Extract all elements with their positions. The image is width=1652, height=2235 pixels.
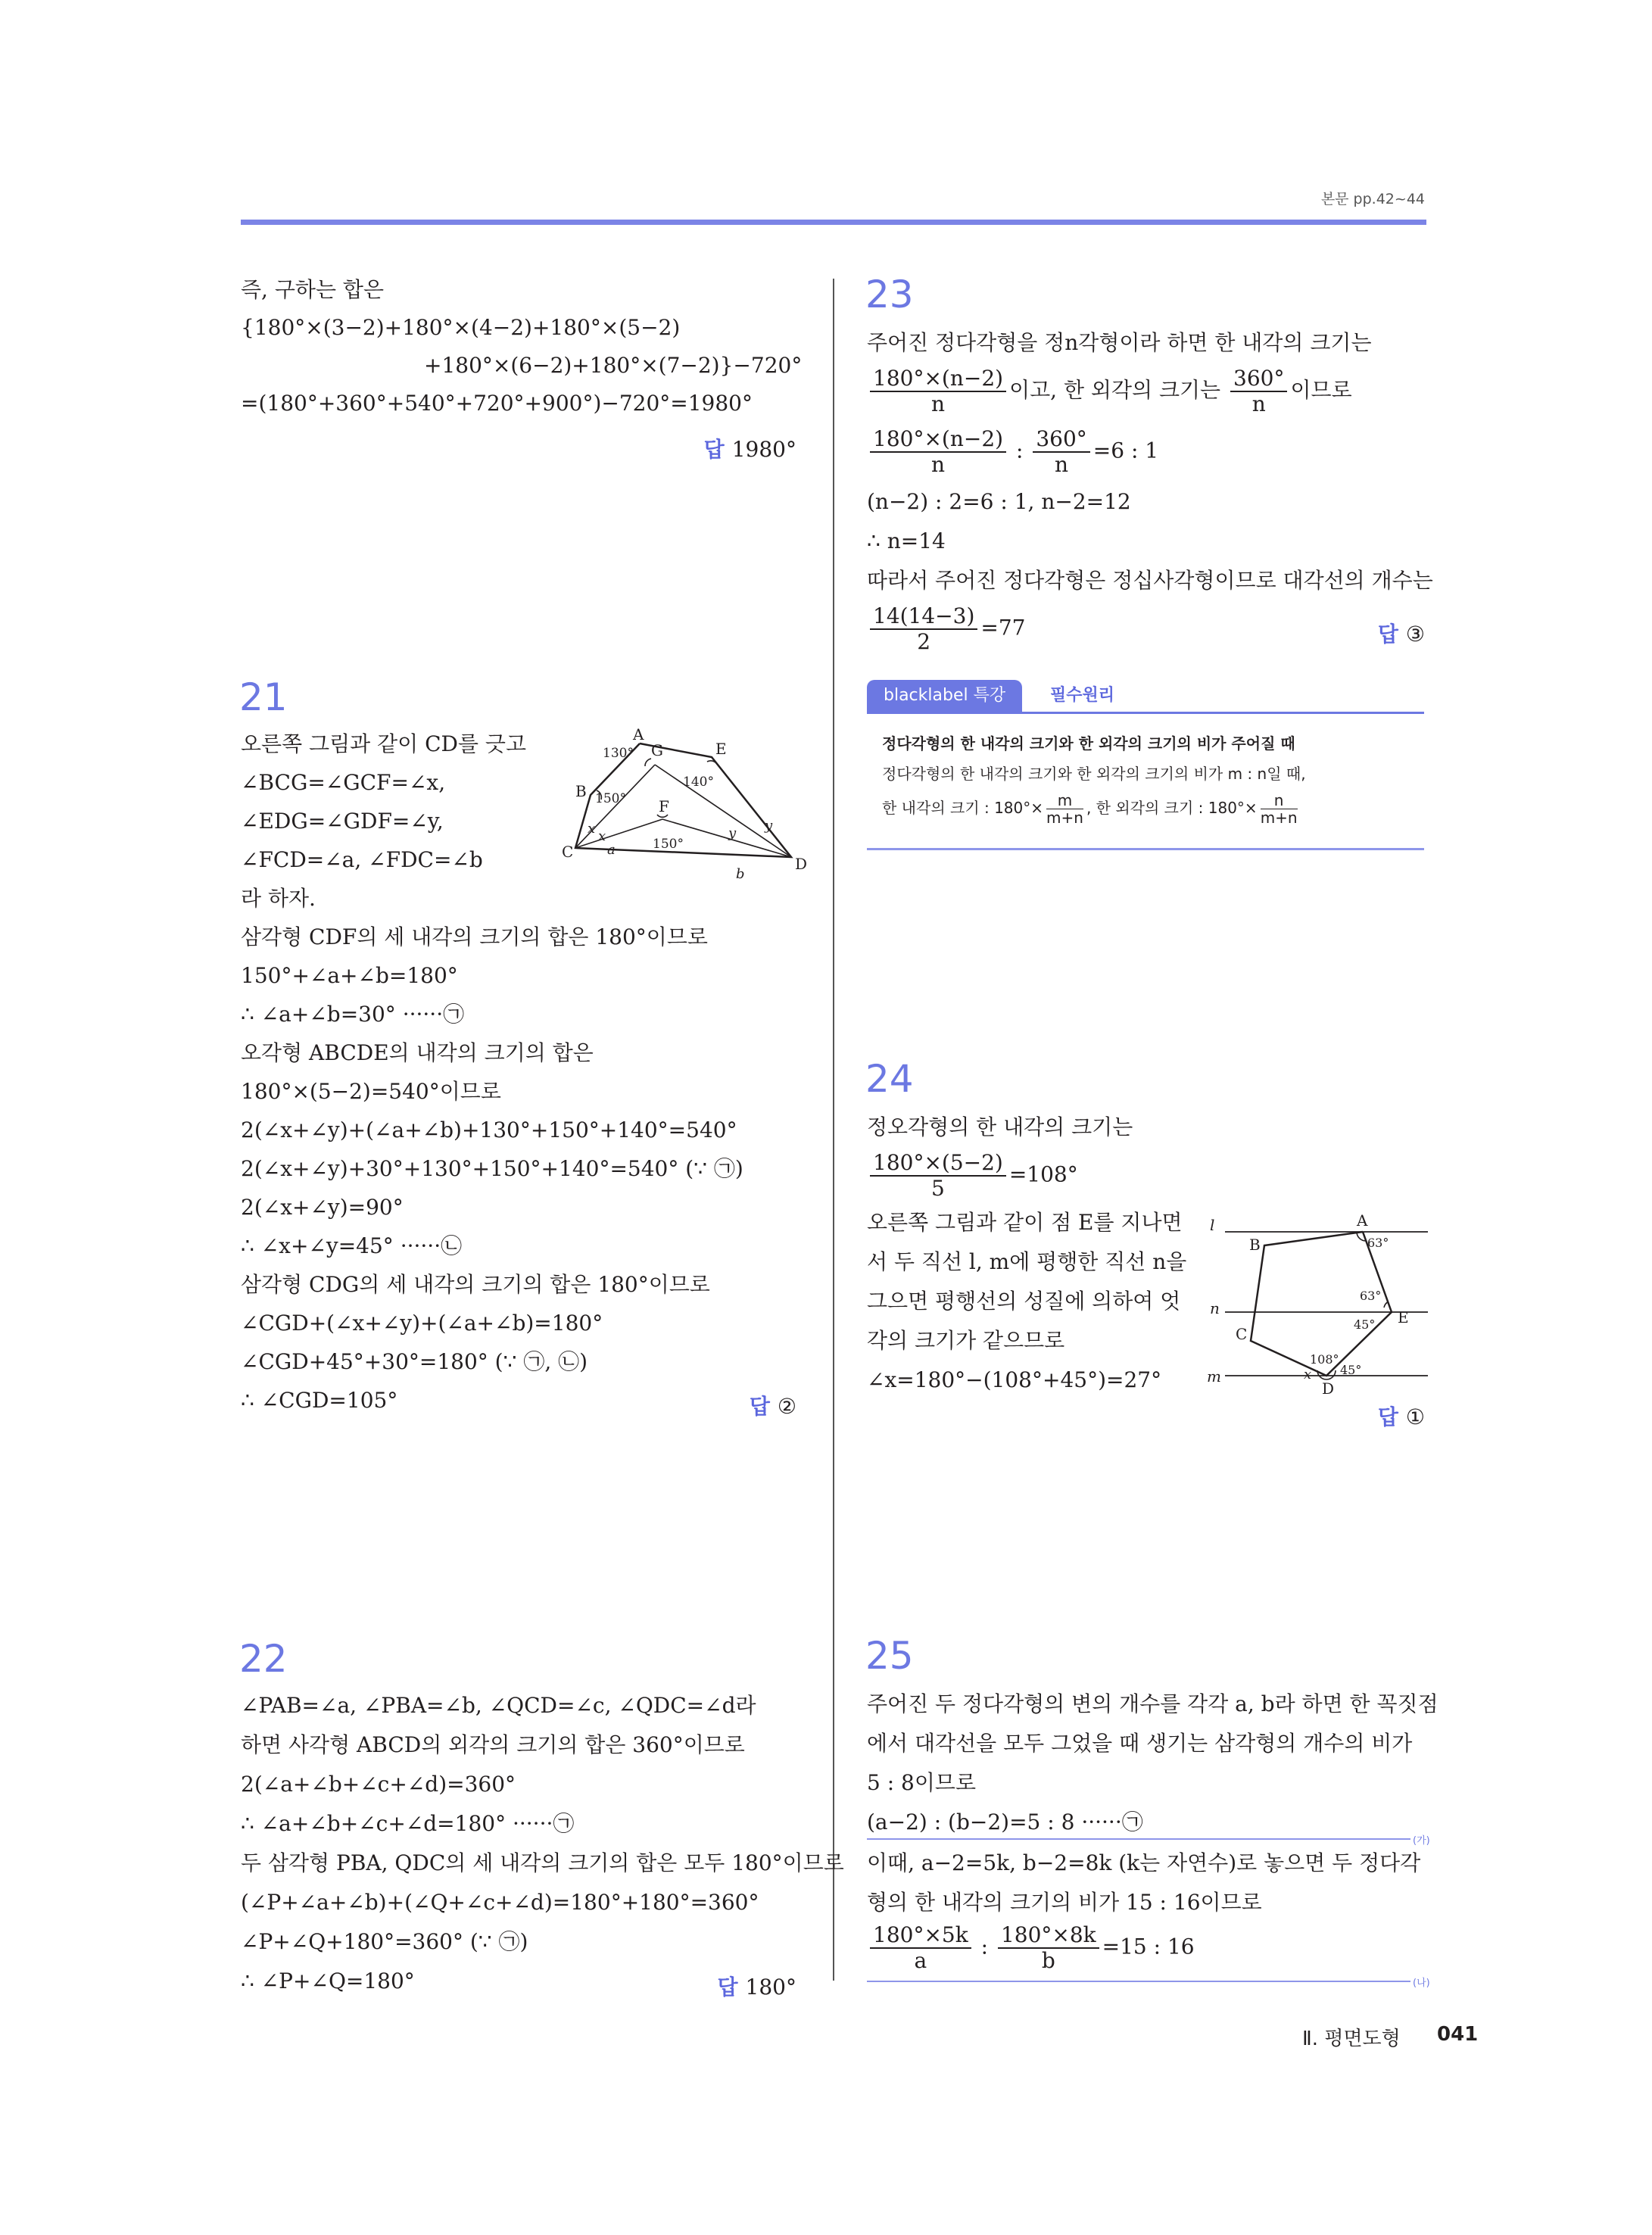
fig-label: G [651,741,663,759]
fig-label: m [1207,1367,1221,1386]
p22-line: ∠PAB=∠a, ∠PBA=∠b, ∠QCD=∠c, ∠QDC=∠d라 [241,1693,756,1718]
p23-line: 주어진 정다각형을 정n각형이라 하면 한 내각의 크기는 [867,330,1372,355]
p20-answer [704,433,796,463]
p21-line: ∠CGD+(∠x+∠y)+(∠a+∠b)=180° [241,1311,603,1336]
p21-line: 2(∠x+∠y)=90° [241,1195,404,1220]
p22-line: 2(∠a+∠b+∠c+∠d)=360° [241,1772,516,1797]
p24-line: 오른쪽 그림과 같이 점 E를 지나면 [867,1210,1183,1235]
fig-label: x [588,821,596,837]
p25-line: 이때, a−2=5k, b−2=8k (k는 자연수)로 놓으면 두 정다각 [867,1850,1421,1875]
blacklabel-bottom-rule [867,848,1424,850]
fraction: $\frac{n}{m+n}$ [1260,791,1298,827]
p21-figure [560,727,810,886]
p22-line: (∠P+∠a+∠b)+(∠Q+∠c+∠d)=180°+180°=360° [241,1890,759,1915]
fig-label: A [1357,1211,1368,1230]
p22-line: ∴ ∠P+∠Q=180° [241,1968,415,1993]
p21-line: 180°×(5−2)=540°이므로 [241,1079,501,1104]
problem-number-25: 25 [865,1634,914,1678]
fraction: $\frac{180^\circ\times(n-2)}{n}$ [870,427,1006,477]
step-rule [867,1981,1410,1982]
p21-line: 2(∠x+∠y)+30°+130°+150°+140°=540° (∵ ㉠) [241,1156,743,1181]
fig-label: C [562,843,574,861]
p25-line: 주어진 두 정다각형의 변의 개수를 각각 a, b라 하면 한 꼭짓점 [867,1691,1438,1716]
p25-line: $\frac{180^\circ\times 5k}{a}$ : $\frac{180^\circ\times 8k}{b}$ =15 : 16 [867,1923,1195,1973]
chapter-title: Ⅱ. 평면도형 [1302,2028,1401,2050]
problem-number-23: 23 [865,273,914,316]
p22-line: ∠P+∠Q+180°=360° (∵ ㉠) [241,1929,528,1954]
fraction: $\frac{14(14-3)}{2}$ [870,604,977,654]
p23-line: (n−2) : 2=6 : 1, n−2=12 [867,489,1131,514]
p24-figure [1204,1200,1431,1397]
p22-line: ∴ ∠a+∠b+∠c+∠d=180° ······㉠ [241,1811,575,1836]
blacklabel-title: 정다각형의 한 내각의 크기와 한 외각의 크기의 비가 주어질 때 [882,734,1295,753]
p24-answer [1378,1401,1425,1431]
p25-line: (a−2) : (b−2)=5 : 8 ······㉠ [867,1810,1143,1834]
p23-line: 따라서 주어진 정다각형은 정십사각형이므로 대각선의 개수는 [867,568,1433,593]
fig-label: A [633,727,644,743]
header-rule [241,220,1426,225]
fraction: $\frac{360^\circ}{n}$ [1230,366,1287,416]
p21-answer [750,1390,796,1420]
p21-line: ∴ ∠a+∠b=30° ······㉠ [241,1002,465,1027]
page-reference: 본문 pp.42~44 [1320,191,1425,207]
fig-label: D [795,855,808,873]
fraction: $\frac{180^\circ\times 5k}{a}$ [870,1923,971,1973]
fraction: $\frac{m}{m+n}$ [1046,791,1083,827]
fig-label: D [1322,1379,1335,1397]
fraction: $\frac{180^\circ\times(n-2)}{n}$ [870,366,1006,416]
fig-label: y [728,825,737,841]
p24-line: $\frac{180^\circ\times(5-2)}{5}$ =108° [867,1151,1078,1201]
answer-value: 180° [745,1975,796,2000]
blacklabel-line: 정다각형의 한 내각의 크기와 한 외각의 크기의 비가 m : n일 때, [882,765,1306,783]
p21-line: 삼각형 CDG의 세 내각의 크기의 합은 180°이므로 [241,1272,710,1297]
fraction: $\frac{360^\circ}{n}$ [1033,427,1089,477]
answer-value: ② [777,1394,796,1419]
blacklabel-tab: blacklabel 특강 [867,680,1022,712]
p25-line: 형의 한 내각의 크기의 비가 15 : 16이므로 [867,1890,1262,1915]
answer-label: 답 [749,1394,770,1419]
p21-line [241,731,526,757]
p21-line: 삼각형 CDF의 세 내각의 크기의 합은 180°이므로 [241,924,708,949]
p23-text: 이므로 [1290,377,1352,403]
fig-angle: 63° [1367,1236,1389,1250]
fig-angle: 45° [1354,1317,1376,1332]
p24-line: 그으면 평행선의 성질에 의하여 엇 [867,1289,1181,1314]
fig-angle: 45° [1340,1363,1362,1377]
problem-number-21: 21 [239,675,288,719]
fig-label: F [659,797,669,815]
fig-angle: 108° [1310,1352,1339,1367]
p22-line: 하면 사각형 ABCD의 외각의 크기의 합은 360°이므로 [241,1732,745,1757]
p21-line: 2(∠x+∠y)+(∠a+∠b)+130°+150°+140°=540° [241,1118,737,1142]
fig-label: E [715,740,727,758]
page-number: 041 [1437,2023,1479,2046]
p25-line: 에서 대각선을 모두 그었을 때 생기는 삼각형의 개수의 비가 [867,1731,1413,1756]
fig-angle: 140° [683,775,714,790]
p21-line: ∴ ∠CGD=105° [241,1388,398,1413]
fig-label: y [765,818,773,834]
p24-line: 정오각형의 한 내각의 크기는 [867,1114,1133,1139]
angle-arc [645,759,651,766]
p23-text: 이고, 한 외각의 크기는 [1009,377,1221,403]
p22-line: 두 삼각형 PBA, QDC의 세 내각의 크기의 합은 모두 180°이므로 [241,1850,844,1875]
p23-line: $\frac{14(14-3)}{2}$ =77 [867,604,1025,654]
problem-number-24: 24 [865,1057,914,1101]
step-rule [867,1838,1410,1840]
fraction: $\frac{180^\circ\times 8k}{b}$ [998,1923,1099,1973]
p21-line: ∠CGD+45°+30°=180° (∵ ㉠, ㉡) [241,1349,588,1374]
p21-line: ∠EDG=∠GDF=∠y, [241,809,444,834]
p20-line: =(180°+360°+540°+720°+900°)−720°=1980° [241,391,753,416]
answer-label: 답 [1377,622,1398,647]
answer-label: 답 [703,437,725,462]
fig-label: B [575,782,587,800]
blacklabel-line: 한 내각의 크기 : 180°× $\frac{m}{m+n}$ , 한 외각의 크기 : 180°× $\frac{n}{m+n}$ [882,791,1298,827]
p23-answer [1378,618,1425,648]
p21-line: ∠BCG=∠GCF=∠x, [241,770,446,795]
fig-label: x [598,828,606,844]
step-tag: (가) [1413,1835,1430,1847]
p21-line: ∠FCD=∠a, ∠FDC=∠b [241,847,483,872]
fig-label: n [1210,1299,1220,1317]
p23-line [867,366,1352,416]
p23-line: ∴ n=14 [867,528,946,553]
p23-line: $\frac{180^\circ\times(n-2)}{n}$ : $\frac{360^\circ}{n}$ =6 : 1 [867,427,1158,477]
p25-line: 5 : 8이므로 [867,1770,977,1795]
problem-number-22: 22 [239,1637,288,1681]
fig-angle: 150° [653,837,684,852]
fig-label: l [1210,1216,1215,1234]
fig-label: B [1249,1236,1261,1254]
fig-label: x [1304,1367,1312,1382]
fig-label: C [1236,1325,1248,1343]
p21-line: 라 하자. [241,886,316,911]
p24-line: 서 두 직선 l, m에 평행한 직선 n을 [867,1249,1187,1274]
p21-line: 150°+∠a+∠b=180° [241,963,458,988]
p24-line: 각의 크기가 같으므로 [867,1328,1065,1353]
blacklabel-subtab: 필수원리 [1050,686,1115,705]
fig-label: a [607,842,616,858]
p20-line: {180°×(3−2)+180°×(4−2)+180°×(5−2) [241,315,681,340]
p20-line: 즉, 구하는 합은 [241,277,384,302]
p21-line-text: 오른쪽 그림과 같이 CD를 긋고 [241,731,527,756]
p21-line: ∴ ∠x+∠y=45° ······㉡ [241,1233,463,1258]
p22-answer [717,1971,796,2001]
fig-angle: 130° [603,746,634,761]
answer-value: 1980° [731,437,796,462]
column-divider [833,279,834,1981]
p21-line: 오각형 ABCDE의 내각의 크기의 합은 [241,1040,594,1065]
answer-value: ③ [1405,622,1425,647]
answer-value: ① [1405,1404,1425,1429]
fig-label: E [1398,1308,1409,1326]
fig-label: b [736,866,745,882]
fig-angle: 150° [595,791,626,806]
p20-line: +180°×(6−2)+180°×(7−2)}−720° [424,353,803,378]
fig-angle: 63° [1360,1289,1382,1303]
p24-line: ∠x=180°−(108°+45°)=27° [867,1367,1162,1392]
fraction: $\frac{180^\circ\times(5-2)}{5}$ [870,1151,1006,1201]
answer-label: 답 [1377,1404,1398,1429]
answer-label: 답 [717,1975,738,2000]
step-tag: (나) [1413,1978,1430,1989]
blacklabel-top-rule [867,712,1424,714]
